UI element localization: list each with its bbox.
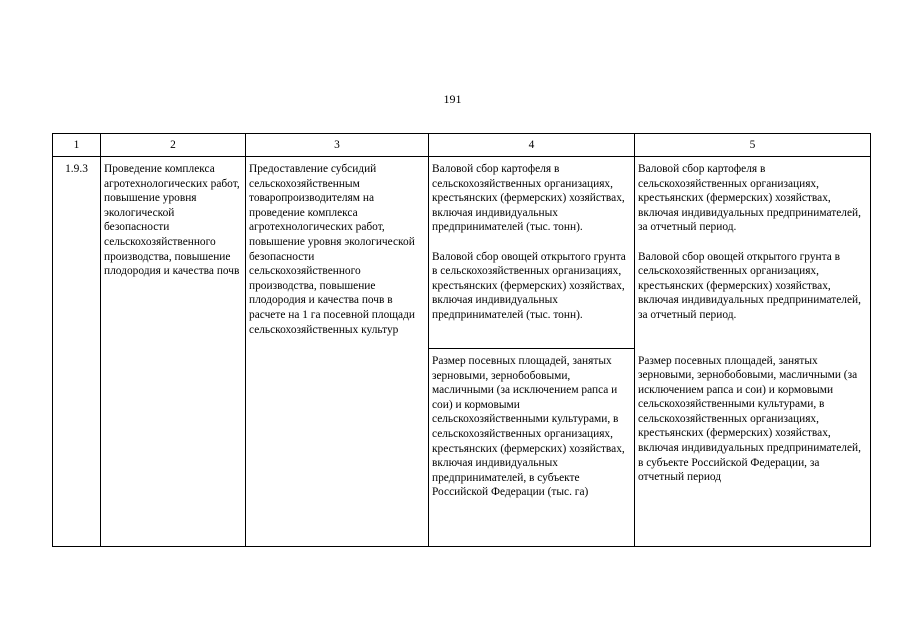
page-number: 191 <box>443 92 462 106</box>
table-header-row <box>53 134 871 157</box>
indicators-table <box>52 133 871 547</box>
row-code: 1.9.3 <box>53 157 101 547</box>
indicator-definition: Размер посевных площадей, занятых зерновыми, зернобобовыми, масличными (за исключением рапса и сои) и кормовыми сельскохозяйственными культурами, в сельскохозяйственных организациях, крестьянских (фермерских) хозяйствах, включая индивидуальных предпринимателей, в субъекте Российской Федерации, за отчетный период <box>635 349 871 547</box>
header-col-5: 5 <box>635 134 871 157</box>
indicator-definition: Валовой сбор картофеля в сельскохозяйственных организациях, крестьянских (фермерских) хозяйствах, включая индивидуальных предпринимателей, за отчетный период. <box>635 157 871 245</box>
header-col-1: 1 <box>53 134 101 157</box>
event-name: Проведение комплекса агротехнологических работ, повышение уровня экологической безопасности сельскохозяйственного производства, повышение плодородия и качества почв <box>101 157 246 547</box>
indicator-name: Размер посевных площадей, занятых зерновыми, зернобобовыми, масличными (за исключением рапса и сои) и кормовыми сельскохозяйственными культурами, в сельскохозяйственных организациях, крестьянских (фермерских) хозяйствах, включая индивидуальных предпринимателей, в субъекте Российской Федерации (тыс. га) <box>429 349 635 547</box>
header-col-4: 4 <box>429 134 635 157</box>
event-description: Предоставление субсидий сельскохозяйственным товаропроизводителям на проведение комплекса агротехнологических работ, повышение уровня экологической безопасности сельскохозяйственного производства, повышение плодородия и качества почв в расчете на 1 га посевной площади сельскохозяйственных культур <box>246 157 429 547</box>
table-row <box>53 157 871 245</box>
indicator-definition: Валовой сбор овощей открытого грунта в сельскохозяйственных организациях, крестьянских (фермерских) хозяйствах, включая индивидуальных предпринимателей, за отчетный период. <box>635 245 871 349</box>
header-col-2: 2 <box>101 134 246 157</box>
header-col-3: 3 <box>246 134 429 157</box>
indicator-name: Валовой сбор картофеля в сельскохозяйственных организациях, крестьянских (фермерских) хозяйствах, включая индивидуальных предпринимателей (тыс. тонн). <box>429 157 635 245</box>
indicator-name: Валовой сбор овощей открытого грунта в сельскохозяйственных организациях, крестьянских (фермерских) хозяйствах, включая индивидуальных предпринимателей (тыс. тонн). <box>429 245 635 349</box>
